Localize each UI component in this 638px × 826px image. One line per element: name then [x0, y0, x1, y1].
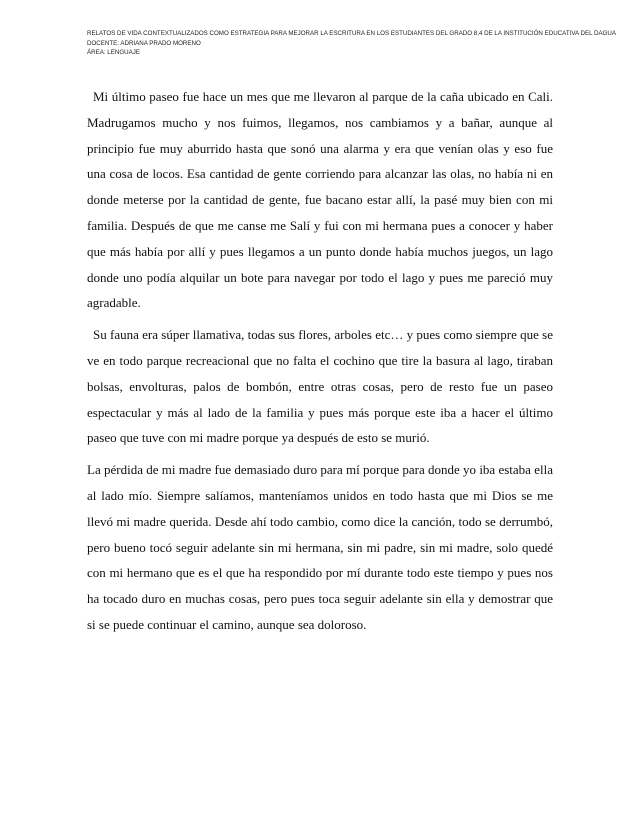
header-project-title: RELATOS DE VIDA CONTEXTUALIZADOS COMO ESTRATEGIA PARA MEJORAR LA ESCRITURA EN LOS ESTUDIANTES DEL GRADO 8,4 DE LA INSTITUCIÓN EDUCATIVA DEL DAGUA: [87, 30, 617, 37]
paragraph-3: La pérdida de mi madre fue demasiado duro para mí porque para donde yo iba estaba ella al lado mío. Siempre salíamos, manteníamos unidos en todo hasta que mi Dios se me llevó mi madre querida. Desde ahí todo cambio, como dice la canción, todo se derrumbó, pero bueno tocó seguir adelante sin mi hermana, sin mi padre, sin mi madre, solo quedé con mi hermano que es el que ha respondido por mí durante todo este tiempo y pues nos ha tocado duro en muchas cosas, pero pues toca seguir adelante sin ella y demostrar que si se puede continuar el camino, aunque sea doloroso.: [87, 462, 553, 632]
header-teacher: DOCENTE: ADRIANA PRADO MORENO: [87, 39, 201, 47]
document-body: [87, 84, 553, 638]
paragraph-2: Su fauna era súper llamativa, todas sus flores, arboles etc… y pues como siempre que se ve en todo parque recreacional que no falta el cochino que tire la basura al lago, tiraban bolsas, envolturas, palos de bombón, entre otras cosas, pero de resto fue un paseo espectacular y más al lado de la familia y pues más porque este iba a hacer el último paseo que tuve con mi madre porque ya después de esto se murió.: [87, 327, 553, 446]
paragraph-1: Mi último paseo fue hace un mes que me llevaron al parque de la caña ubicado en Cali. Madrugamos mucho y nos fuimos, llegamos, nos cambiamos y a bañar, aunque al principio fue muy aburrido hasta que sonó una alarma y era que venían olas y eso fue una cosa de locos. Esa cantidad de gente corriendo para alcanzar las olas, no había ni en donde meterse por la cantidad de gente, fue bacano estar allí, la pasé muy bien con mi familia. Después de que me canse me Salí y fui con mi hermana pues a conocer y haber que más había por allí y pues llegamos a un punto donde había muchos juegos, un lago donde uno podía alquilar un bote para navegar por todo el lago y pues me pareció muy agradable.: [87, 89, 553, 311]
header-area: ÁREA: LENGUAJE: [87, 49, 140, 57]
document-header: [87, 29, 617, 58]
